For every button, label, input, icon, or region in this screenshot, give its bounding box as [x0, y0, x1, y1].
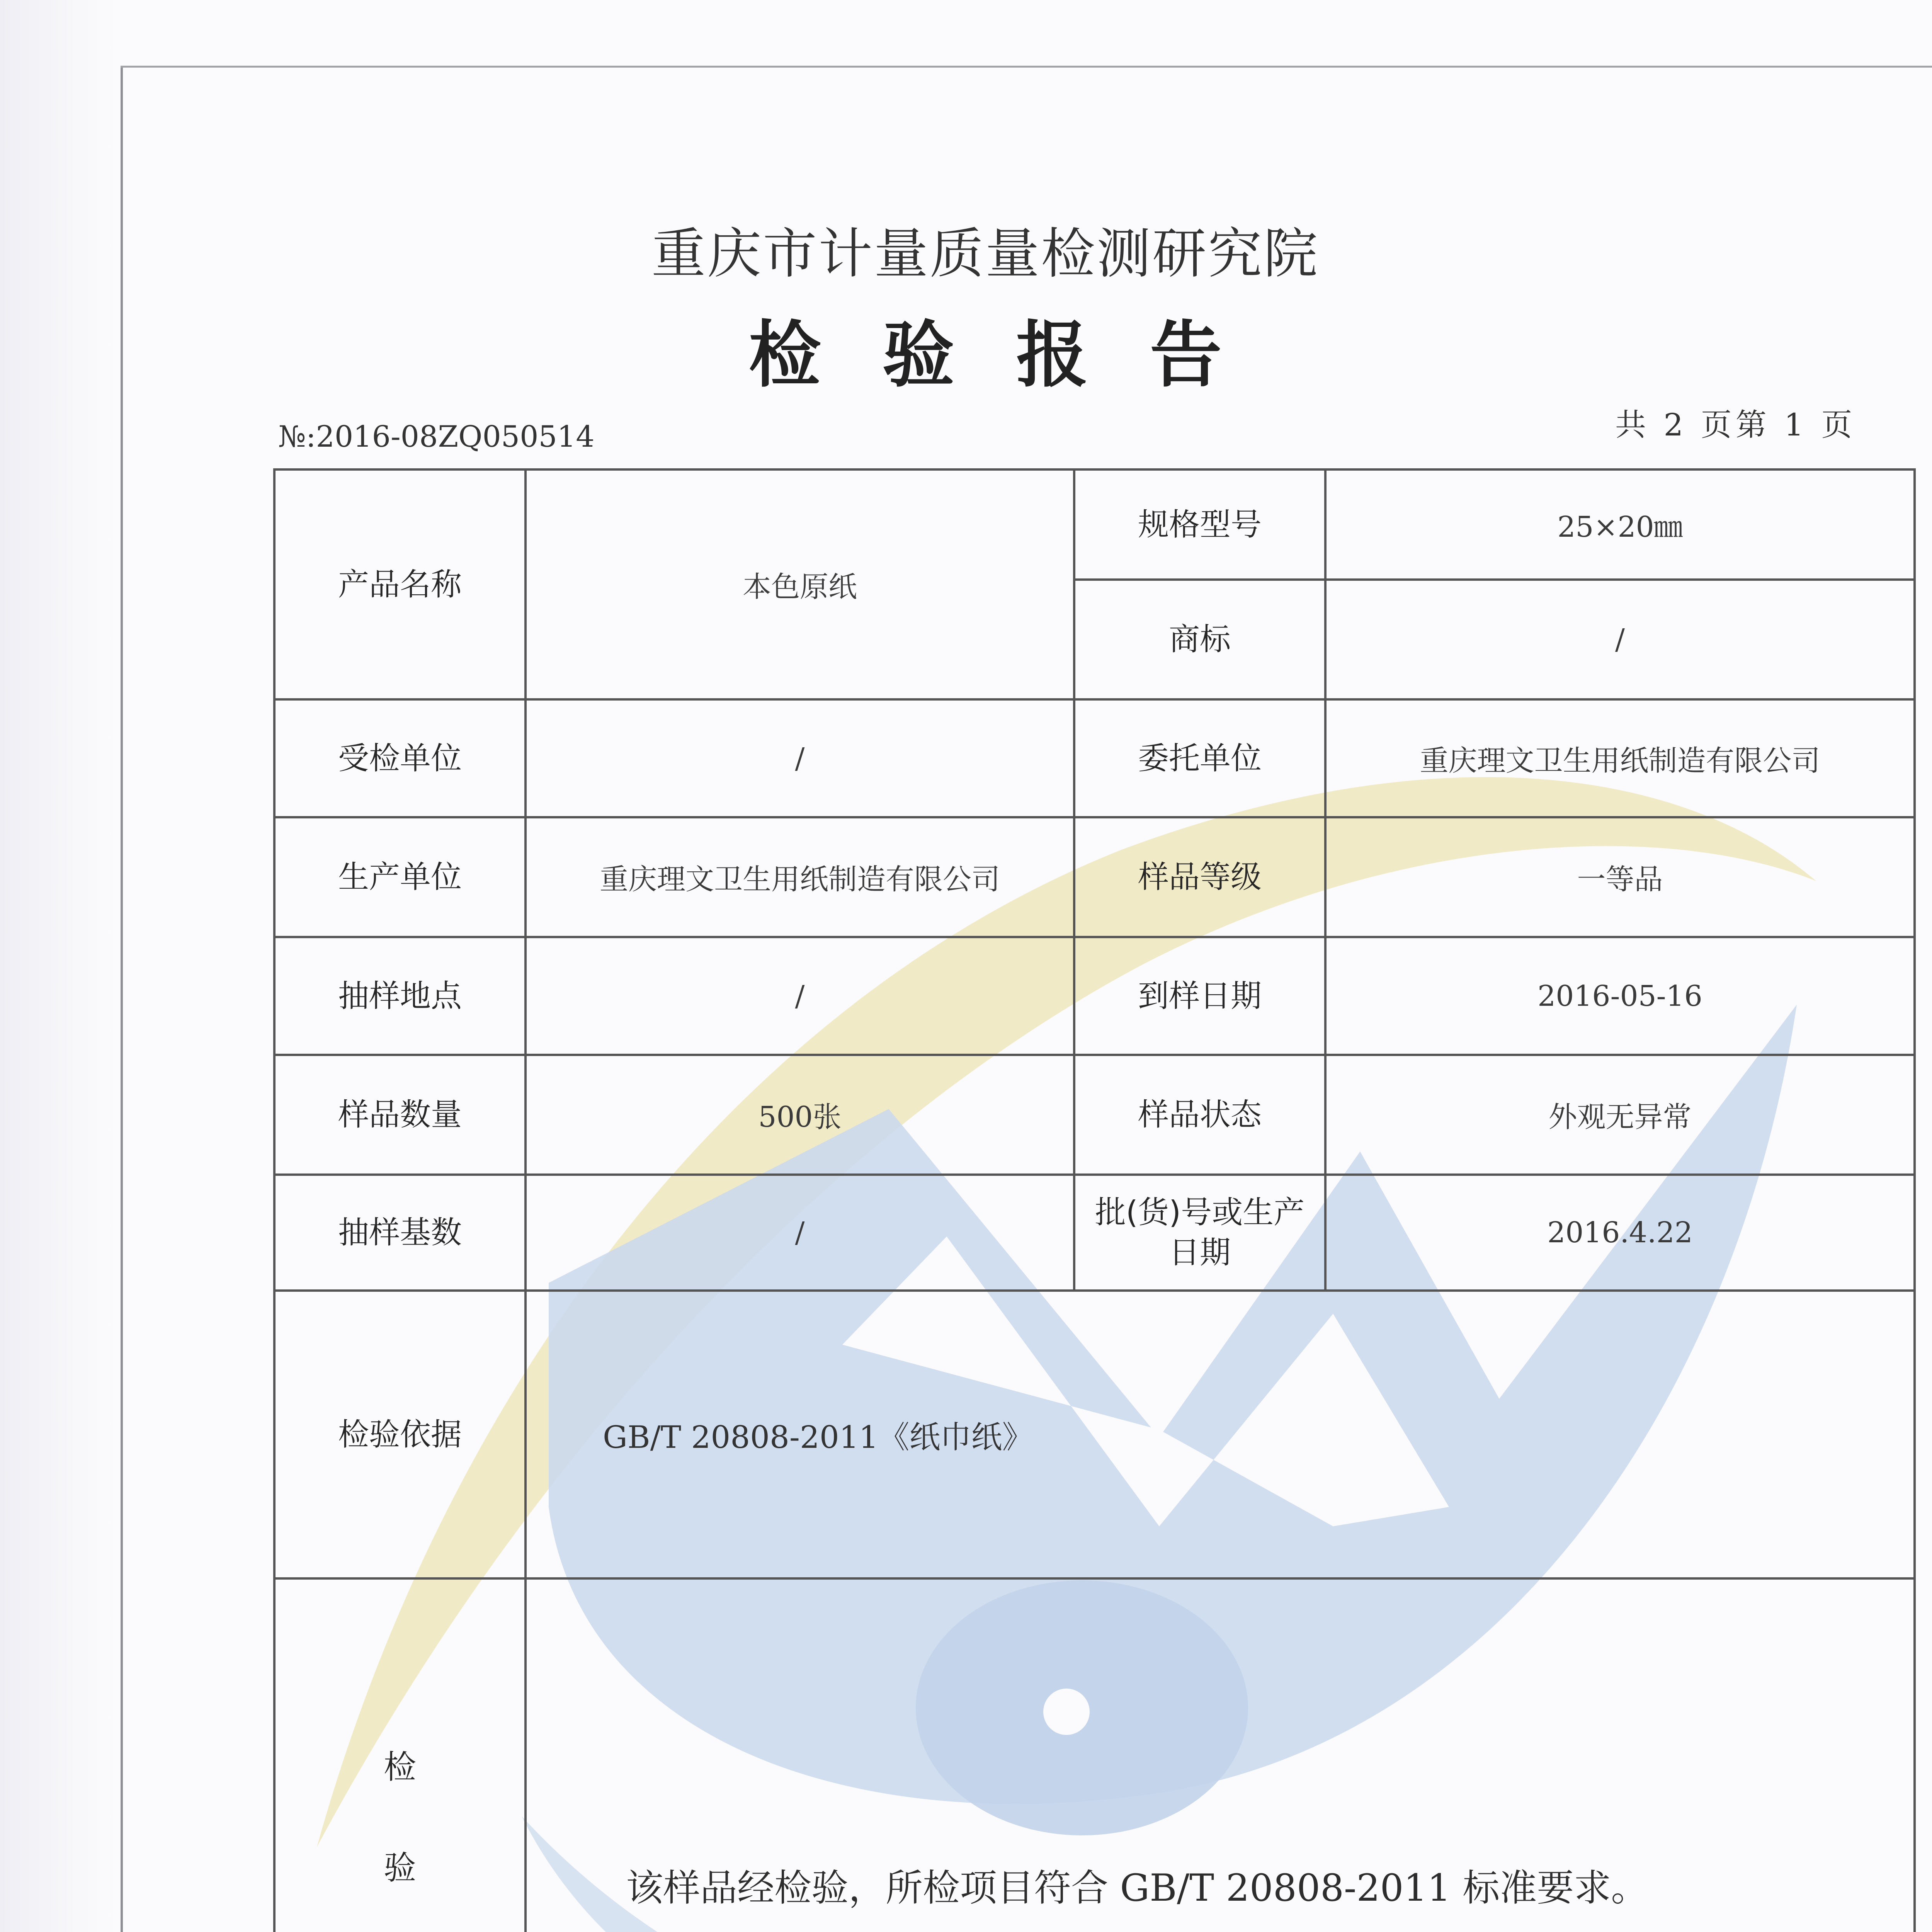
inspected-unit-value: /: [795, 742, 805, 775]
sampling-base-value: /: [795, 1216, 805, 1249]
trademark-value: /: [1615, 623, 1625, 656]
product-name-value: 本色原纸: [743, 570, 857, 604]
conclusion-label-char: 检: [383, 1748, 416, 1786]
arrival-date-label: 到样日期: [1138, 978, 1262, 1014]
batch-value: 2016.4.22: [1547, 1216, 1693, 1249]
quantity-value: 500张: [758, 1100, 842, 1134]
conclusion-label-char: 验: [383, 1849, 416, 1887]
sampling-place-label: 抽样地点: [338, 978, 462, 1014]
organization-name: 重庆市计量质量检测研究院: [651, 223, 1319, 286]
condition-value: 外观无异常: [1548, 1100, 1692, 1134]
report-title: 检验报告: [748, 313, 1284, 397]
grade-value: 一等品: [1577, 863, 1663, 896]
inspected-unit-label: 受检单位: [338, 740, 462, 776]
quantity-label: 样品数量: [338, 1097, 462, 1133]
producer-label: 生产单位: [338, 859, 462, 895]
conclusion-label: [274, 1578, 526, 1932]
conclusion-text: 该样品经检验，所检项目符合 GB/T 20808-2011 标准要求。: [626, 1866, 1648, 1910]
spec-value: 25×20㎜: [1557, 510, 1683, 544]
product-name-label: 产品名称: [338, 566, 462, 602]
page-count: 共 2 页第 1 页: [1615, 407, 1856, 443]
condition-label: 样品状态: [1138, 1097, 1262, 1133]
spec-label: 规格型号: [1138, 506, 1262, 543]
client-label: 委托单位: [1138, 740, 1262, 776]
basis-label: 检验依据: [338, 1416, 462, 1452]
producer-value: 重庆理文卫生用纸制造有限公司: [600, 863, 1000, 896]
sampling-base-label: 抽样基数: [338, 1214, 462, 1250]
client-value: 重庆理文卫生用纸制造有限公司: [1420, 744, 1820, 777]
arrival-date-value: 2016-05-16: [1537, 979, 1702, 1013]
report-number: №:2016-08ZQ050514: [278, 419, 595, 454]
sampling-place-value: /: [795, 979, 805, 1013]
trademark-label: 商标: [1169, 621, 1231, 657]
batch-label: 批(货)号或生产日期: [1095, 1194, 1305, 1270]
basis-value: GB/T 20808-2011《纸巾纸》: [603, 1419, 1033, 1455]
grade-label: 样品等级: [1138, 859, 1262, 895]
